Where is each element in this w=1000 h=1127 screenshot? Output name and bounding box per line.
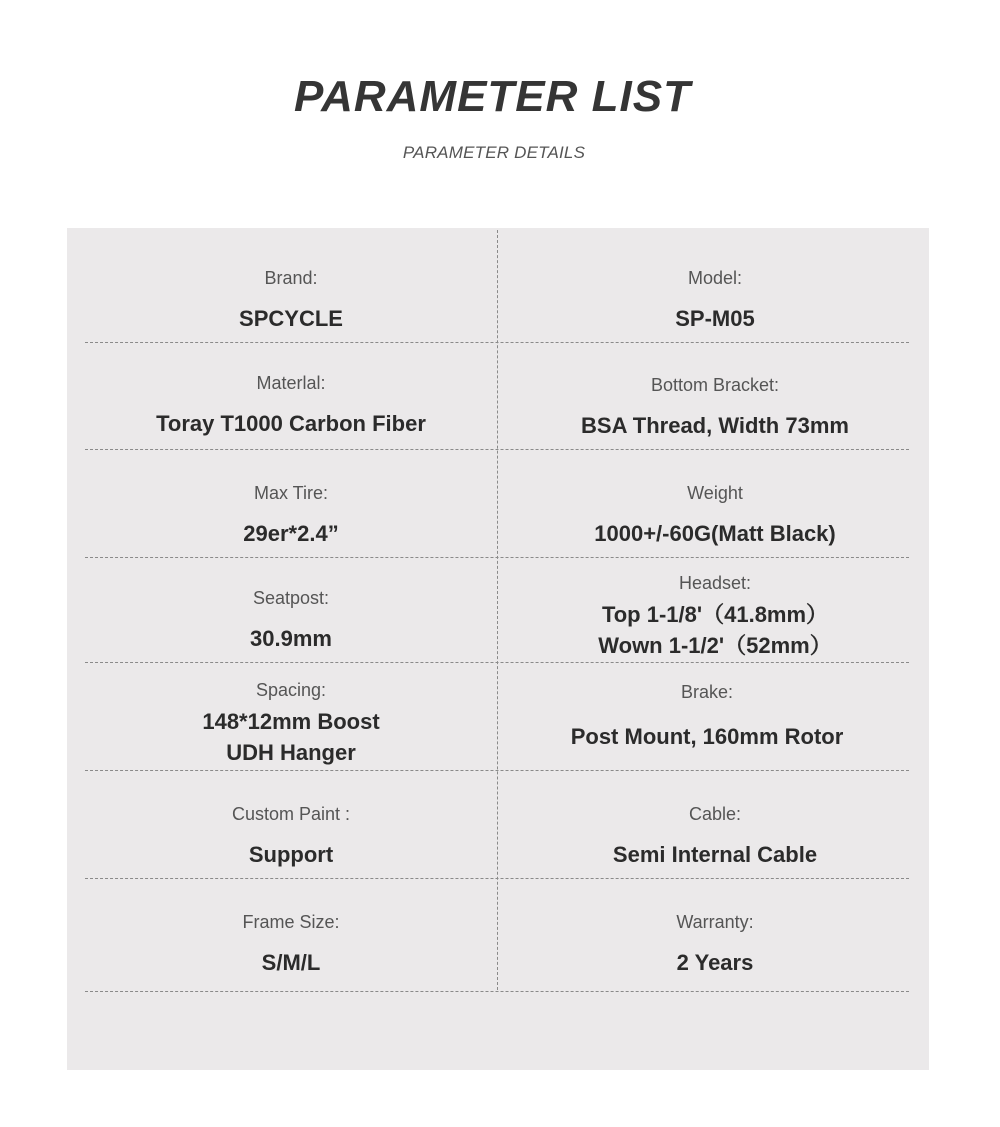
param-frame-size [85,911,497,978]
param-label: Brand: [264,268,318,288]
param-max-tire [85,482,497,549]
row-divider [85,878,909,879]
param-label: Headset: [678,573,752,593]
param-label: Seatpost: [252,588,330,608]
param-value: Semi Internal Cable [612,842,818,867]
param-label: Spacing: [255,680,327,700]
param-value-line2: Wown 1-1/2'（52mm） [598,633,832,658]
param-value: SPCYCLE [239,306,343,331]
param-label: Bottom Bracket: [650,375,780,395]
param-brand [85,267,497,334]
param-label: Max Tire: [253,483,328,503]
param-value: S/M/L [261,950,321,975]
row-divider [85,770,909,771]
param-value: 2 Years [676,950,754,975]
param-brake [500,681,914,752]
param-value: BSA Thread, Width 73mm [581,413,849,438]
page-subtitle: PARAMETER DETAILS [402,143,586,162]
column-divider [497,230,498,990]
param-label: Materlal: [256,373,326,393]
param-value: SP-M05 [675,306,755,331]
row-divider [85,991,909,992]
param-custom-paint [85,803,497,870]
param-seatpost [85,587,497,654]
param-warranty [510,911,920,978]
param-value-line1: Top 1-1/8'（41.8mm） [601,602,829,627]
param-model [510,267,920,334]
param-spacing [85,679,497,768]
param-label: Cable: [688,804,742,824]
param-value-line2: UDH Hanger [226,740,356,765]
row-divider [85,449,909,450]
param-value-line1: 148*12mm Boost [202,709,380,734]
param-value: 29er*2.4” [243,521,339,546]
param-label: Model: [687,268,743,288]
param-material [85,372,497,439]
param-value: Support [248,842,334,867]
param-label: Frame Size: [242,912,340,932]
param-cable [510,803,920,870]
row-divider [85,342,909,343]
param-label: Brake: [680,682,734,702]
param-headset [510,572,920,661]
param-label: Warranty: [676,912,754,932]
param-value: Toray T1000 Carbon Fiber [156,411,426,436]
row-divider [85,662,909,663]
row-divider [85,557,909,558]
param-label: Weight [687,483,743,503]
param-bottom-bracket [510,374,920,441]
param-value: 30.9mm [250,626,332,651]
param-value: Post Mount, 160mm Rotor [570,724,844,749]
page-title: PARAMETER LIST [294,72,691,121]
param-weight [510,482,920,549]
param-label: Custom Paint : [231,804,351,824]
param-value: 1000+/-60G(Matt Black) [594,521,836,546]
